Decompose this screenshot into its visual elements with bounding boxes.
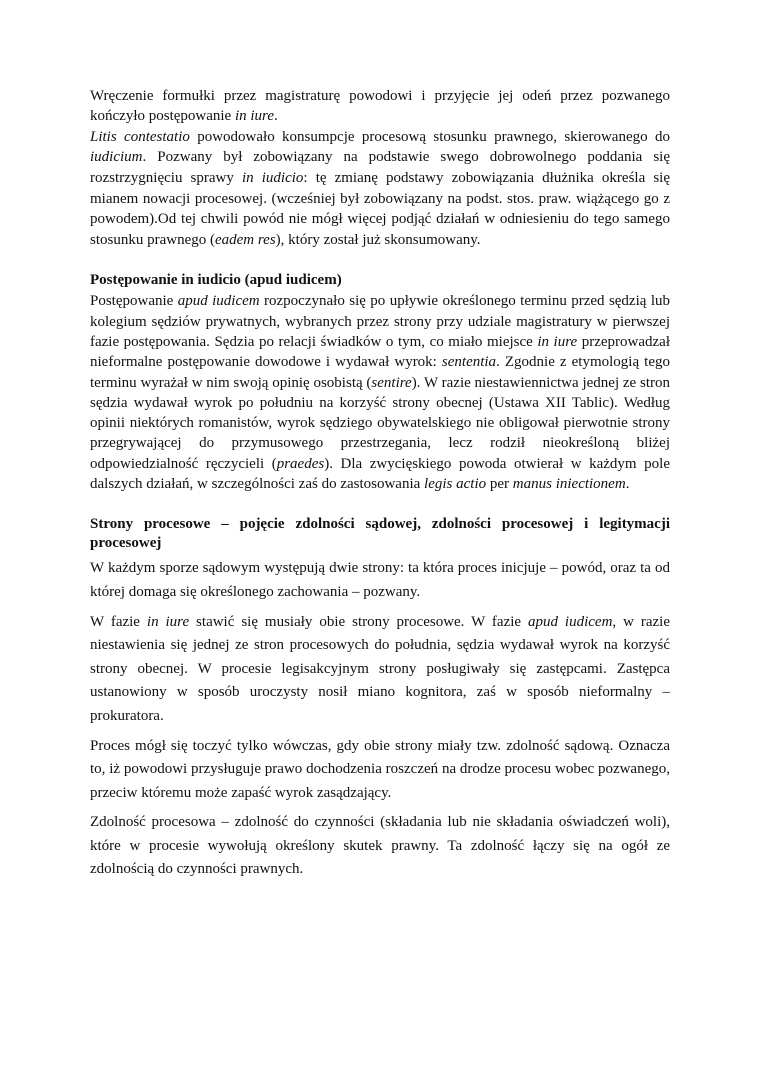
paragraph-two-parties: W każdym sporze sądowym występują dwie strony: ta która proces inicjuje – powód, oraz ta od której domaga się określonego zachowania – pozwany. [90, 560, 670, 600]
paragraph-appearance-representatives: W fazie in iure stawić się musiały obie strony procesowe. W fazie apud iudicem, w razie niestawienia się jednej ze stron procesowych do południa, sędzia wydawał wyrok na korzyść strony obecnej. W procesie legisakcyjnym strony posługiwały się zastępcami. Zastępca ustanowiony w sposób uroczysty nosił miano kognitora, zaś w sposób nieformalny – prokuratora. [90, 613, 671, 724]
paragraph-procedural-capacity: Zdolność procesowa – zdolność do czynności (składania lub nie składania oświadczeń woli), które w procesie wywołują określony skutek prawny. Ta zdolność łączy się na ogół ze zdolnością do czynności prawnych. [90, 814, 670, 878]
section-heading-in-iudicio: Postępowanie in iudicio (apud iudicem) [90, 272, 342, 289]
paragraph-judicial-capacity: Proces mógł się toczyć tylko wówczas, gdy obie strony miały tzw. zdolność sądową. Oznacza to, iż powodowi przysługuje prawo dochodzenia roszczeń na drodze procesu wobec pozwanego, przeciw któremu może zapaść wyrok zasądzający. [90, 737, 670, 801]
paragraph-apud-iudicem: Postępowanie apud iudicem rozpoczynało się po upływie określonego terminu przed sędzią lub kolegium sędziów prywatnych, wybranych przez strony przy udziale magistratury w pierwszej fazie postępowania. Sędzia po relacji świadków o tym, co miało miejsce in iure przeprowadzał nieformalne postępowanie dowodowe i wydawał wyrok: sententia. Zgodnie z etymologią tego terminu wyrażał w nim swoją opinię osobistą (sentire). W razie niestawiennictwa jednej ze stron sędzia wydawał wyrok po południu na korzyść strony obecnej (Ustawa XII Tablic). Według opinii niektórych romanistów, wyrok sędziego obywatelskiego nie obligował pierwotnie strony przegrywającej do przymusowego przestrzegania, lecz rodził nieokreśloną bliżej odpowiedzialność ręczycieli (praedes). Dla zwycięskiego powoda otwierał w każdym pole dalszych działań, w szczególności zaś do zastosowania legis actio per manus iniectionem. [90, 293, 670, 493]
document-body [90, 86, 670, 882]
section-heading-parties: Strony procesowe – pojęcie zdolności sądowej, zdolności procesowej i legitymacji procesowej [90, 516, 670, 552]
paragraph-litis-contestatio: Litis contestatio powodowało konsumpcje procesową stosunku prawnego, skierowanego do iudicium. Pozwany był zobowiązany na podstawie swego dobrowolnego poddania się rozstrzygnięciu sprawy in iudicio: tę zmianę podstawy zobowiązania dłużnika określa się mianem nowacji procesowej. (wcześniej był zobowiązany na podst. stos. praw. wiążącego go z powodem).Od tej chwili powód nie mógł więcej podjąć działań w odniesieniu do tego samego stosunku prawnego (eadem res), który został już skonsumowany. [90, 128, 670, 248]
paragraph-formula-handover: Wręczenie formułki przez magistraturę powodowi i przyjęcie jej odeń przez pozwanego kończyło postępowanie in iure. [90, 88, 670, 125]
